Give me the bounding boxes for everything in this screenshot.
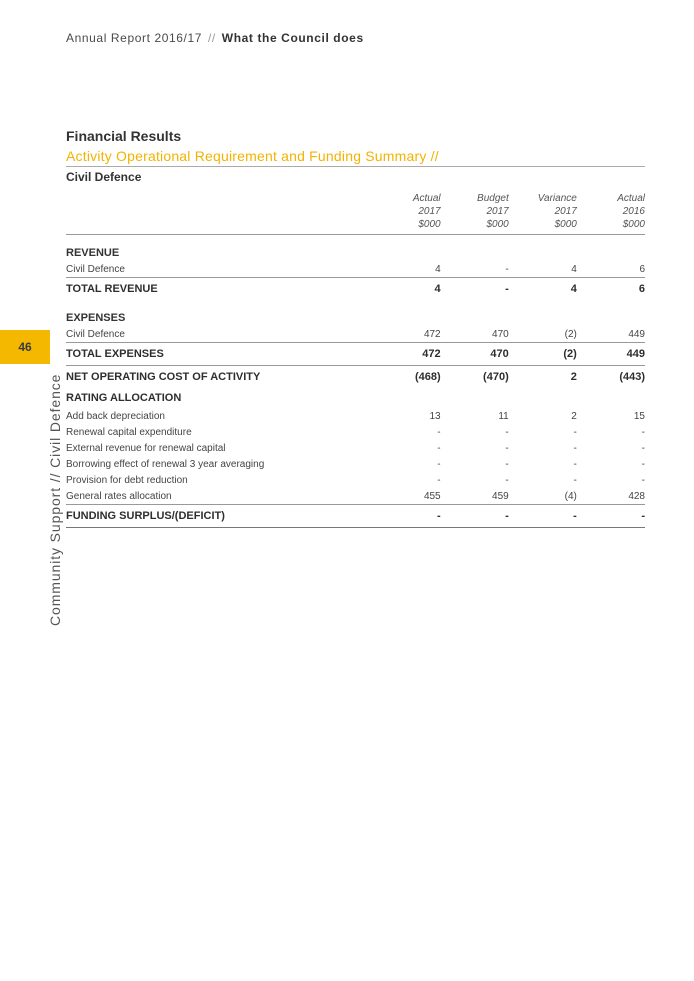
page-number: 46: [18, 340, 32, 354]
expenses-heading-row: [66, 300, 645, 326]
header-separator: //: [207, 31, 216, 45]
table-row: Borrowing effect of renewal 3 year averaging - - - -: [66, 458, 645, 470]
revenue-heading-row: [66, 235, 645, 262]
column-header: Budget 2017 $000: [477, 193, 509, 230]
column-header: Actual 2017 $000: [412, 193, 441, 230]
summary-subtitle: Activity Operational Requirement and Funding Summary //: [66, 148, 645, 167]
side-section-label: Community Support // Civil Defence: [47, 373, 63, 626]
table-row: Provision for debt reduction - - - -: [66, 474, 645, 486]
section-title: What the Council does: [221, 31, 364, 45]
table-row: Renewal capital expenditure - - - -: [66, 426, 645, 438]
activity-name: Civil Defence: [66, 170, 142, 184]
rating-heading: RATING ALLOCATION: [66, 392, 182, 404]
total-expenses-row: TOTAL EXPENSES 472 470 (2) 449: [66, 343, 645, 366]
page-number-tab: [0, 330, 50, 364]
financial-results-title: Financial Results: [66, 128, 182, 144]
running-header: [66, 31, 364, 45]
expenses-heading: EXPENSES: [66, 311, 126, 324]
total-revenue-row: TOTAL REVENUE 4 - 4 6: [66, 278, 645, 301]
funding-summary-table: [66, 184, 645, 528]
table-row: Civil Defence 4 - 4 6: [66, 263, 645, 275]
net-operating-cost-row: NET OPERATING COST OF ACTIVITY (468) (470) 2 (443): [66, 366, 645, 389]
revenue-heading: REVENUE: [66, 246, 120, 259]
column-header: Actual 2016 $000: [617, 193, 645, 230]
column-header-row: [66, 184, 645, 235]
funding-surplus-row: FUNDING SURPLUS/(DEFICIT) - - - -: [66, 505, 645, 528]
report-title: Annual Report 2016/17: [66, 31, 203, 45]
table-row: General rates allocation 455 459 (4) 428: [66, 490, 645, 502]
financial-results: [66, 128, 645, 528]
rating-heading-row: [66, 388, 645, 408]
table-row: Civil Defence 472 470 (2) 449: [66, 328, 645, 340]
table-row: External revenue for renewal capital - - - -: [66, 442, 645, 454]
table-row: Add back depreciation 13 11 2 15: [66, 410, 645, 422]
column-header: Variance 2017 $000: [537, 193, 577, 230]
